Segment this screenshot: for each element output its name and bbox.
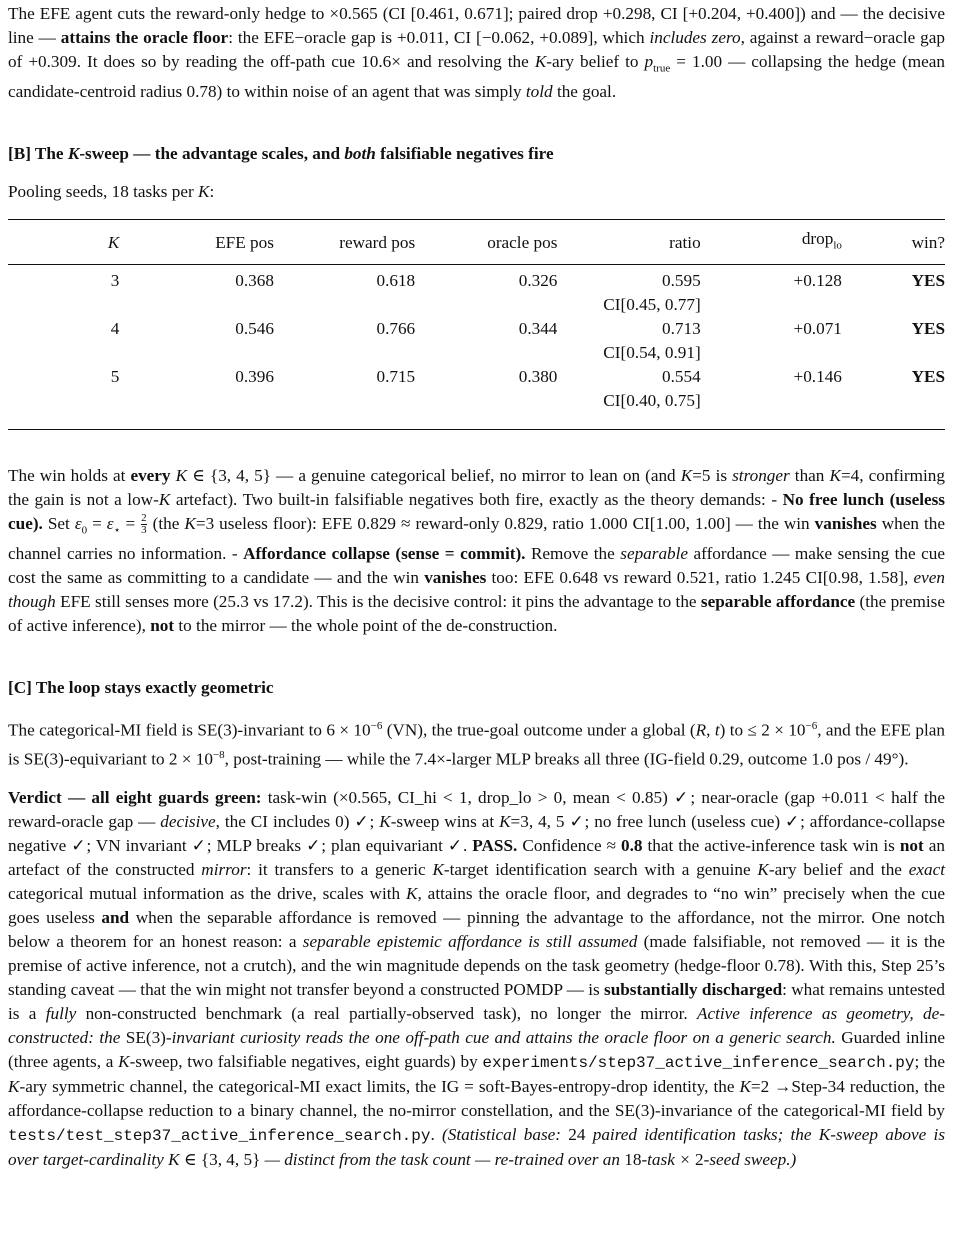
cell-win: YES — [911, 270, 945, 290]
section-b-heading: [B] The K-sweep — the advantage scales, and both falsifiable negatives fire — [8, 144, 554, 164]
cell-efe: 0.546 — [235, 318, 274, 338]
header-ratio: ratio — [669, 232, 701, 252]
k-sweep-table — [8, 219, 945, 429]
table-row — [8, 317, 945, 365]
cell-reward: 0.766 — [376, 318, 416, 338]
header-oracle-pos: oracle pos — [487, 232, 558, 252]
cell-drop: +0.146 — [793, 366, 842, 386]
header-reward-pos: reward pos — [339, 232, 416, 252]
two-thirds-fraction: $\frac{2}{3}$ — [141, 512, 147, 537]
header-k: K — [107, 232, 120, 252]
table-header-row — [8, 220, 945, 264]
cell-efe: 0.368 — [235, 270, 274, 290]
cell-ratio: 0.595 CI[0.45, 0.77] — [603, 270, 701, 314]
cell-ratio: 0.713 CI[0.54, 0.91] — [603, 318, 701, 362]
header-efe-pos: EFE pos — [215, 232, 274, 252]
paper-page — [0, 2, 953, 1172]
cell-ratio: 0.554 CI[0.40, 0.75] — [603, 366, 701, 410]
cell-reward: 0.715 — [376, 366, 416, 386]
cell-efe: 0.396 — [235, 366, 274, 386]
cell-drop: +0.071 — [793, 318, 842, 338]
cell-k: 4 — [110, 318, 120, 338]
cell-k: 3 — [110, 270, 120, 290]
header-win: win? — [911, 232, 945, 252]
cell-k: 5 — [110, 366, 120, 386]
verdict-paragraph: Verdict — all eight guards green: task-win (×0.565, CI_hi < 1, drop_lo > 0, mean < 0.85) ✓; near-oracle (gap +0.011 < half the reward-oracle gap — decisive, the CI includes 0) ✓; K-sweep wins at K=3, 4, 5 ✓; no free lunch (useless cue) ✓; affordance-collapse negative ✓; VN invariant ✓; MLP breaks ✓; plan equivariant ✓. PASS. Confidence ≈ 0.8 that the active-inference task win is not an artefact of the constructed mirror: it transfers to a generic K-target identification search with a genuine K-ary belief and the exact categorical mutual information as the drive, scales with K, attains the oracle floor, and degrades to “no win” precisely when the cue goes useless and when the separable affordance is removed — pinning the advantage to the affordance, not the mirror. One notch below a theorem for an honest reason: a separable epistemic affordance is still assumed (made falsifiable, not removed — it is the premise of active inference, not a crutch), and the win magnitude depends on the task geometry (hedge-floor 0.78). With this, Step 25’s standing caveat — that the win might not transfer beyond a constructed POMDP — is substantially discharged: what remains untested is a fully non-constructed benchmark (a real partially-observed task), no longer the mirror. Active inference as geometry, de-constructed: the SE(3)-invariant curiosity reads the one off-path cue and attains the oracle floor on a generic search. Guarded inline (three agents, a K-sweep, two falsifiable negatives, eight guards) by experiments/step37_active_inference_search.py; the K-ary symmetric channel, the categorical-MI exact limits, the IG = soft-Bayes-entropy-drop identity, the K=2 →Step-34 reduction, the affordance-collapse reduction to a binary channel, the no-mirror constellation, and the SE(3)-invariance of the categorical-MI field by tests/test_step37_active_inference_search.py. (Statistical base: 24 paired identification tasks; the K-sweep above is over target-cardinality K ∈ {3, 4, 5} — distinct from the task count — re-trained over an 18-task × 2-seed sweep.) — [8, 787, 946, 1169]
intro-paragraph: The EFE agent cuts the reward-only hedge to ×0.565 (CI [0.461, 0.671]; paired drop +0.298, CI [+0.204, +0.400]) and — the decisive line — attains the oracle floor: the EFE−oracle gap is +0.011, CI [−0.062, +0.089], which includes zero, against a reward−oracle gap of +0.309. It does so by reading the off-path cue 10.6× and resolving the K-ary belief to $p_{true} = 1.00$ — collapsing the hedge (mean candidate-centroid radius 0.78) to within noise of an agent that was simply told the goal. — [8, 4, 946, 102]
cell-oracle: 0.380 — [518, 366, 558, 386]
table-row — [8, 264, 945, 317]
test-file-path: tests/test_step37_active_inference_search.py — [8, 1126, 431, 1145]
cell-win: YES — [911, 318, 945, 338]
experiment-script-path: experiments/step37_active_inference_search.py — [482, 1053, 915, 1072]
cell-reward: 0.618 — [376, 270, 416, 290]
cell-oracle: 0.344 — [518, 318, 558, 338]
table-row — [8, 365, 945, 430]
pooling-note: Pooling seeds, 18 tasks per K: — [8, 182, 215, 202]
k-sweep-discussion: The win holds at every K ∈ {3, 4, 5} — a genuine categorical belief, no mirror to lean on (and K=5 is stronger than K=4, confirming the gain is not a low-K artefact). Two built-in falsifiable negatives both fire, exactly as the theory demands: - No free lunch (useless cue). Set $\varepsilon_0 = \varepsilon_⋆$ = $\frac{2}{3}$ (the K=3 useless floor): EFE 0.829 ≈ reward-only 0.829, ratio 1.000 CI[1.00, 1.00] — the win vanishes when the channel carries no information. - Affordance collapse (sense = commit). Remove the separable affordance — make sensing the cue cost the same as committing to a candidate — and the win vanishes too: EFE 0.648 vs reward 0.521, ratio 1.245 CI[0.98, 1.58], even though EFE still senses more (25.3 vs 17.2). This is the decisive control: it pins the advantage to the separable affordance (the premise of active inference), not to the mirror — the whole point of the de-construction. — [8, 465, 946, 636]
cell-oracle: 0.326 — [518, 270, 558, 290]
header-drop-lo: drop$_{lo}$ — [801, 229, 842, 252]
cell-win: YES — [911, 366, 945, 386]
geometric-paragraph: The categorical-MI field is SE(3)-invariant to $6 \times 10^{-6}$ (VN), the true-goal outcome under a global (R, t) to ≤ $2 \times 10^{-6}$, and the EFE plan is SE(3)-equivariant to $2 \times 10^{-8}$, post-training — while the 7.4×-larger MLP breaks all three (IG-field 0.29, outcome 1.0 pos / 49°). — [8, 720, 946, 769]
section-c-heading: [C] The loop stays exactly geometric — [8, 678, 274, 698]
cell-drop: +0.128 — [793, 270, 842, 290]
